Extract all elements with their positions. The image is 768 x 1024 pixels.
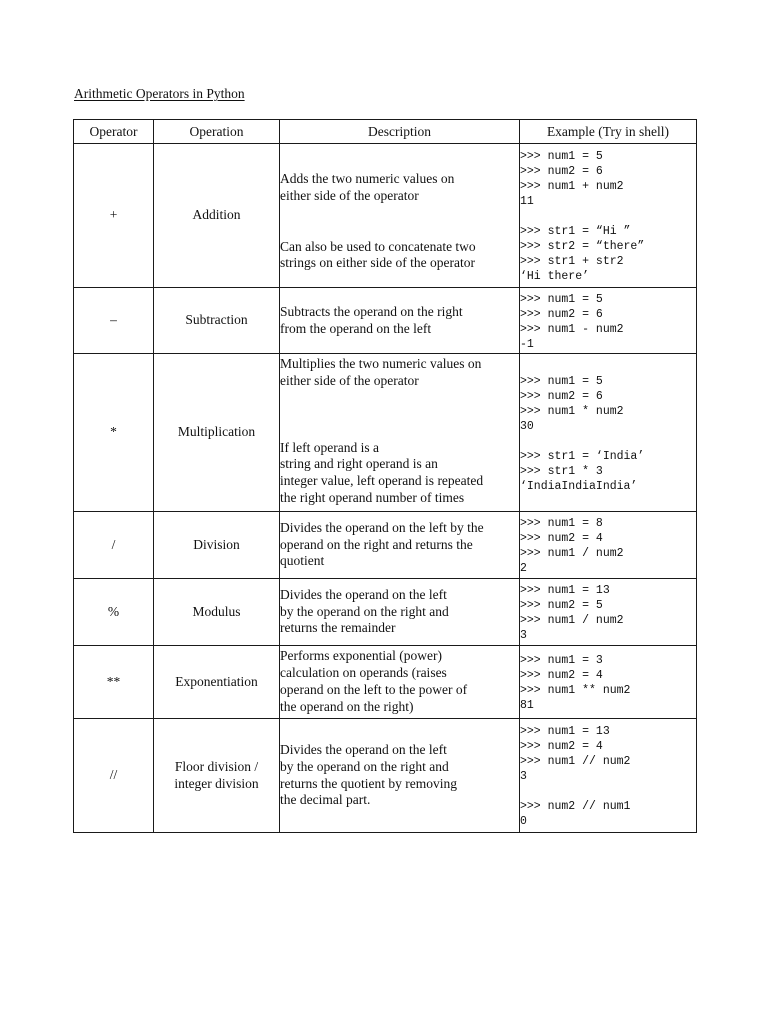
description-cell <box>280 512 520 579</box>
description-text: Divides the operand on the left by the operand on the right and returns the remainder <box>280 586 449 636</box>
description-text: Can also be used to concatenate two strings on either side of the operator <box>280 238 476 271</box>
table-header-row <box>74 120 697 144</box>
description-cell <box>280 354 520 512</box>
operation-name: Modulus <box>154 579 280 646</box>
description-text: Performs exponential (power) calculation on operands (raises operand on the left to the power of the operand on the right) <box>280 648 468 714</box>
operation-name: Subtraction <box>154 288 280 354</box>
operation-name: Addition <box>154 144 280 288</box>
operator-symbol: * <box>74 354 154 512</box>
code-example: >>> str1 = “Hi ” >>> str2 = “there” >>> str1 + str2 ‘Hi there’ <box>520 225 645 283</box>
code-example: >>> num1 = 5 >>> num2 = 6 >>> num1 * num2 30 <box>520 374 624 433</box>
table-row-subtraction <box>74 288 697 354</box>
description-text: Divides the operand on the left by the operand on the right and returns the quotient by removing the decimal part. <box>280 741 457 808</box>
description-text: Multiplies the two numeric values on either side of the operator <box>280 356 482 388</box>
header-description: Description <box>280 120 520 144</box>
example-cell <box>520 719 697 833</box>
code-example: >>> num1 = 5 >>> num2 = 6 >>> num1 - num2 -1 <box>520 292 624 351</box>
example-cell <box>520 579 697 646</box>
description-text: Divides the operand on the left by the operand on the right and returns the quotient <box>280 519 484 569</box>
example-cell <box>520 144 697 288</box>
operation-name: Multiplication <box>154 354 280 512</box>
description-cell <box>280 144 520 288</box>
operation-name: Exponentiation <box>154 646 280 719</box>
operator-symbol: // <box>74 719 154 833</box>
code-example: >>> num1 = 8 >>> num2 = 4 >>> num1 / num2 2 <box>520 517 624 575</box>
description-cell <box>280 288 520 354</box>
table-row-multiplication <box>74 354 697 512</box>
operators-table <box>73 119 697 833</box>
description-cell <box>280 719 520 833</box>
example-cell <box>520 512 697 579</box>
example-cell <box>520 288 697 354</box>
operator-symbol: % <box>74 579 154 646</box>
description-cell <box>280 579 520 646</box>
code-example: >>> num2 // num1 0 <box>520 800 631 828</box>
table-row-floor-division <box>74 719 697 833</box>
table-row-exponentiation <box>74 646 697 719</box>
operator-symbol: / <box>74 512 154 579</box>
header-operation: Operation <box>154 120 280 144</box>
description-cell <box>280 646 520 719</box>
description-text: If left operand is a string and right operand is an integer value, left operand is repeated the right operand number of times <box>280 439 484 505</box>
code-example: >>> str1 = ‘India’ >>> str1 * 3 ‘IndiaIndiaIndia’ <box>520 449 645 493</box>
operation-name: Division <box>154 512 280 579</box>
header-operator: Operator <box>74 120 154 144</box>
table-row-modulus <box>74 579 697 646</box>
code-example: >>> num1 = 3 >>> num2 = 4 >>> num1 ** num2 81 <box>520 654 631 712</box>
table-row-division <box>74 512 697 579</box>
header-example: Example (Try in shell) <box>520 120 697 144</box>
table-row-addition <box>74 144 697 288</box>
code-example: >>> num1 = 5 >>> num2 = 6 >>> num1 + num2 11 <box>520 150 624 208</box>
description-text: Adds the two numeric values on either side of the operator <box>280 170 455 203</box>
page-title: Arithmetic Operators in Python <box>74 86 245 101</box>
code-example: >>> num1 = 13 >>> num2 = 5 >>> num1 / num2 3 <box>520 584 624 642</box>
operator-symbol: ** <box>74 646 154 719</box>
description-text: Subtracts the operand on the right from the operand on the left <box>280 303 463 336</box>
example-cell <box>520 354 697 512</box>
operator-symbol: + <box>74 144 154 288</box>
operator-symbol: – <box>74 288 154 354</box>
operation-name: Floor division / integer division <box>154 719 280 833</box>
example-cell <box>520 646 697 719</box>
code-example: >>> num1 = 13 >>> num2 = 4 >>> num1 // num2 3 <box>520 725 631 783</box>
